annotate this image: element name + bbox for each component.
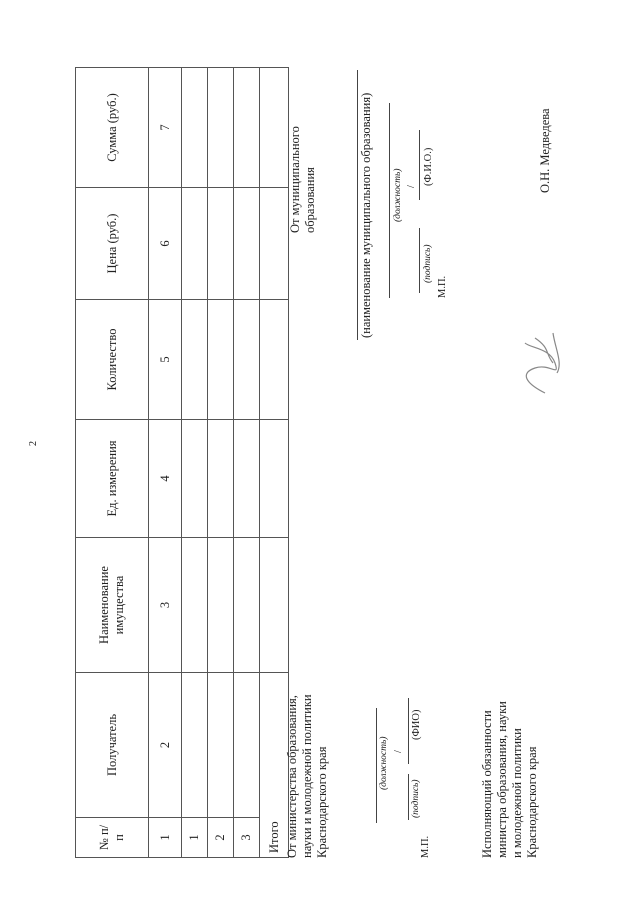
table-cell bbox=[208, 673, 234, 818]
table-cell bbox=[234, 300, 260, 420]
table-cell bbox=[234, 673, 260, 818]
table-cell bbox=[234, 188, 260, 300]
column-number: 5 bbox=[149, 300, 182, 420]
row-number: 2 bbox=[208, 818, 234, 858]
table-cell bbox=[260, 300, 289, 420]
column-number-row bbox=[149, 68, 182, 858]
table-cell bbox=[234, 538, 260, 673]
footer-block bbox=[480, 701, 540, 858]
org-caption: (наименование муниципального образования) bbox=[359, 92, 373, 338]
ministry-block bbox=[285, 694, 330, 858]
ministry-line: науки и молодежной политики bbox=[300, 694, 314, 858]
name-line bbox=[419, 130, 420, 200]
signature-caption: (подпись) bbox=[423, 244, 433, 283]
table-cell bbox=[260, 188, 289, 300]
table-cell bbox=[260, 538, 289, 673]
footer-line: и молодежной политики bbox=[510, 728, 524, 858]
table-cell bbox=[208, 420, 234, 538]
ministry-line: От министерства образования, bbox=[285, 695, 299, 858]
table-cell bbox=[182, 188, 208, 300]
column-number: 3 bbox=[149, 538, 182, 673]
header-cell: Ед. измерения bbox=[76, 420, 149, 538]
rotated-sheet bbox=[75, 68, 640, 858]
property-table bbox=[75, 67, 289, 858]
table-header-row bbox=[76, 68, 149, 858]
table-row bbox=[234, 68, 260, 858]
name-line bbox=[408, 698, 409, 764]
table-cell bbox=[260, 420, 289, 538]
stamp-label: М.П. bbox=[437, 275, 448, 298]
column-number: 2 bbox=[149, 673, 182, 818]
column-number: 7 bbox=[149, 68, 182, 188]
table-cell bbox=[208, 300, 234, 420]
table-cell bbox=[182, 420, 208, 538]
signature-caption: (подпись) bbox=[411, 779, 421, 818]
footer-line: министра образования, науки bbox=[495, 701, 509, 858]
signer-name: О.Н. Медведева bbox=[538, 108, 552, 193]
name-separator: / bbox=[393, 750, 404, 753]
table-row bbox=[208, 68, 234, 858]
name-caption: (ФИО) bbox=[411, 709, 422, 740]
table-cell bbox=[208, 68, 234, 188]
position-caption: (должность) bbox=[379, 736, 389, 790]
table-cell bbox=[182, 538, 208, 673]
header-cell: № п/п bbox=[76, 818, 149, 858]
position-line bbox=[389, 103, 390, 298]
header-cell: Получатель bbox=[76, 673, 149, 818]
table-cell bbox=[208, 538, 234, 673]
column-number: 4 bbox=[149, 420, 182, 538]
column-number: 6 bbox=[149, 188, 182, 300]
total-label: Итого bbox=[260, 673, 289, 858]
table-cell bbox=[234, 420, 260, 538]
header-cell: Количество bbox=[76, 300, 149, 420]
header-cell: Сумма (руб.) bbox=[76, 68, 149, 188]
name-separator: / bbox=[406, 185, 417, 188]
row-number: 1 bbox=[182, 818, 208, 858]
row-number: 3 bbox=[234, 818, 260, 858]
municipal-title: От муниципального образования bbox=[288, 126, 317, 233]
column-number: 1 bbox=[149, 818, 182, 858]
name-caption: (Ф.И.О.) bbox=[423, 147, 434, 186]
table-cell bbox=[182, 300, 208, 420]
stamp-label: М.П. bbox=[420, 835, 431, 858]
table-cell bbox=[234, 68, 260, 188]
header-cell: Наименование имущества bbox=[76, 538, 149, 673]
position-caption: (должность) bbox=[393, 168, 403, 222]
footer-line: Исполняющий обязанности bbox=[480, 710, 494, 858]
handwritten-signature bbox=[505, 323, 575, 403]
ministry-line: Краснодарского края bbox=[315, 746, 329, 858]
org-line bbox=[357, 70, 358, 340]
table-row bbox=[182, 68, 208, 858]
page-number: 2 bbox=[28, 441, 39, 446]
table-cell bbox=[182, 673, 208, 818]
signature-line bbox=[408, 774, 409, 820]
table-cell bbox=[182, 68, 208, 188]
position-line bbox=[376, 708, 377, 823]
table-cell bbox=[260, 68, 289, 188]
signature-line bbox=[419, 228, 420, 293]
footer-line: Краснодарского края bbox=[525, 746, 539, 858]
header-cell: Цена (руб.) bbox=[76, 188, 149, 300]
table-cell bbox=[208, 188, 234, 300]
